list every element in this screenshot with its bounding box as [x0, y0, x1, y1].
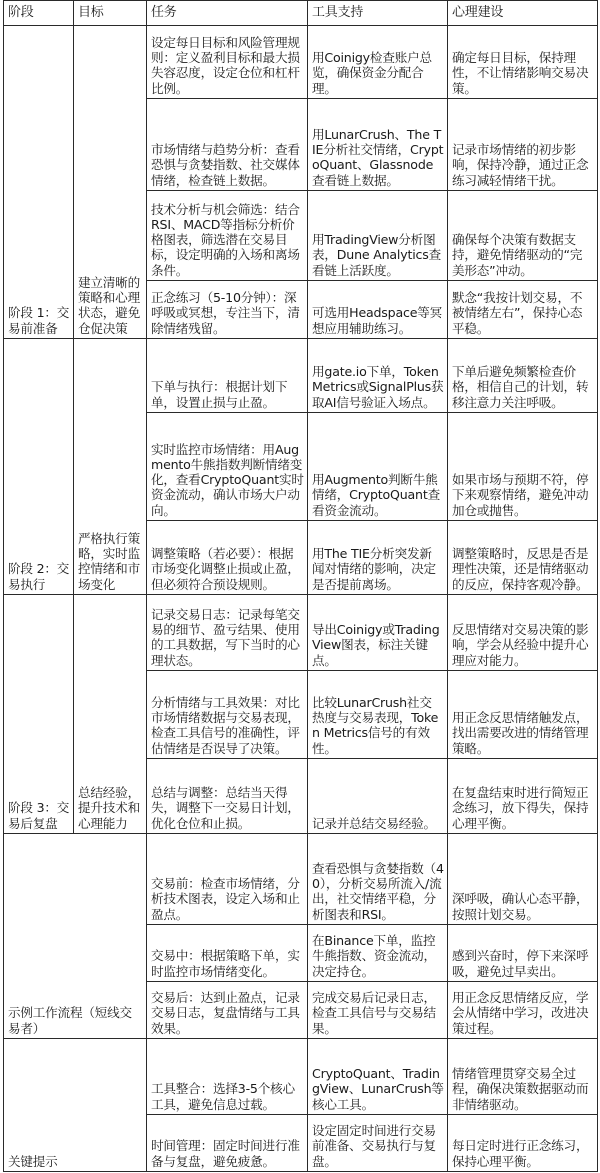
- mind-cell: 深呼吸，确认心态平静，按照计划交易。: [448, 834, 598, 925]
- stage-3-label: 阶段 3：交易后复盘: [4, 595, 74, 834]
- tools-cell: 查看恐惧与贪婪指数（40），分析交易所流入/流出，社交情绪平稳，分析图表和RSI。: [308, 834, 448, 925]
- header-mind: 心理建设: [448, 1, 598, 26]
- tools-cell: CryptoQuant、TradingView、LunarCrush等核心工具。: [308, 1039, 448, 1115]
- task-cell: 记录交易日志：记录每笔交易的细节、盈亏结果、使用的工具数据，写下当时的心理状态。: [147, 595, 308, 671]
- stage-2-goal: 严格执行策略，实时监控情绪和市场变化: [74, 339, 147, 595]
- tools-cell: 记录并总结交易经验。: [308, 759, 448, 834]
- tools-cell: 可选用Headspace等冥想应用辅助练习。: [308, 281, 448, 339]
- mind-cell: 反思情绪对交易决策的影响，学会从经验中提升心理应对能力。: [448, 595, 598, 671]
- tips-label: 关键提示: [4, 1039, 147, 1172]
- header-stage: 阶段: [4, 1, 74, 26]
- header-goal: 目标: [74, 1, 147, 26]
- task-cell: 实时监控市场情绪：用Augmento牛熊指数判断情绪变化，查看CryptoQuant实时资金流动，确认市场大户动向。: [147, 413, 308, 521]
- tools-cell: 用TradingView分析图表，Dune Analytics查看链上活跃度。: [308, 191, 448, 281]
- stage-2-label: 阶段 2：交易执行: [4, 339, 74, 595]
- mind-cell: 感到兴奋时，停下来深呼吸，避免过早卖出。: [448, 925, 598, 982]
- mind-cell: 如果市场与预期不符，停下来观察情绪，避免冲动加仓或抛售。: [448, 413, 598, 521]
- task-cell: 设定每日目标和风险管理规则：定义盈利目标和最大损失容忍度，设定仓位和杠杆比例。: [147, 26, 308, 99]
- table-row: [4, 595, 598, 671]
- table-row: [4, 1039, 598, 1115]
- table-row: [4, 339, 598, 413]
- mind-cell: 下单后避免频繁检查价格，相信自己的计划，转移注意力关注呼吸。: [448, 339, 598, 413]
- tools-cell: 用gate.io下单，Token Metrics或SignalPlus获取AI信号验证入场点。: [308, 339, 448, 413]
- mind-cell: 情绪管理贯穿交易全过程，确保决策数据驱动而非情绪驱动。: [448, 1039, 598, 1115]
- task-cell: 分析情绪与工具效果：对比市场情绪数据与交易表现，检查工具信号的准确性，评估情绪是否误导了决策。: [147, 671, 308, 759]
- stage-3-goal: 总结经验，提升技术和心理能力: [74, 595, 147, 834]
- tools-cell: 用Augmento判断牛熊情绪，CryptoQuant查看资金流动。: [308, 413, 448, 521]
- header-row: [4, 1, 598, 26]
- trading-plan-table: [3, 0, 598, 1172]
- tools-cell: 用The TIE分析突发新闻对情绪的影响，决定是否提前离场。: [308, 521, 448, 595]
- mind-cell: 记录市场情绪的初步影响，保持冷静，通过正念练习减轻情绪干扰。: [448, 99, 598, 191]
- task-cell: 技术分析与机会筛选：结合RSI、MACD等指标分析价格图表，筛选潜在交易目标，设定明确的入场和离场条件。: [147, 191, 308, 281]
- table-row: [4, 26, 598, 99]
- task-cell: 交易中：根据策略下单，实时监控市场情绪变化。: [147, 925, 308, 982]
- stage-1-label: 阶段 1：交易前准备: [4, 26, 74, 339]
- tools-cell: 导出Coinigy或TradingView图表，标注关键点。: [308, 595, 448, 671]
- task-cell: 总结与调整：总结当天得失，调整下一交易日计划，优化仓位和止损。: [147, 759, 308, 834]
- tools-cell: 在Binance下单，监控牛熊指数、资金流动，决定持仓。: [308, 925, 448, 982]
- tools-cell: 用Coinigy检查账户总览，确保资金分配合理。: [308, 26, 448, 99]
- workflow-label: 示例工作流程（短线交易者）: [4, 834, 147, 1039]
- header-task: 任务: [147, 1, 308, 26]
- mind-cell: 确保每个决策有数据支持，避免情绪驱动的“完美形态”冲动。: [448, 191, 598, 281]
- stage-1-goal: 建立清晰的策略和心理状态，避免仓促决策: [74, 26, 147, 339]
- mind-cell: 每日定时进行正念练习，保持心理平衡。: [448, 1115, 598, 1172]
- tools-cell: 用LunarCrush、The TIE分析社交情绪，CryptoQuant、Glassnode查看链上数据。: [308, 99, 448, 191]
- mind-cell: 调整策略时，反思是否是理性决策，还是情绪驱动的反应，保持客观冷静。: [448, 521, 598, 595]
- task-cell: 工具整合：选择3-5个核心工具，避免信息过载。: [147, 1039, 308, 1115]
- task-cell: 时间管理：固定时间进行准备与复盘，避免疲惫。: [147, 1115, 308, 1172]
- task-cell: 下单与执行：根据计划下单，设置止损与止盈。: [147, 339, 308, 413]
- task-cell: 交易前：检查市场情绪，分析技术图表，设定入场和止盈点。: [147, 834, 308, 925]
- mind-cell: 确定每日目标，保持理性，不让情绪影响交易决策。: [448, 26, 598, 99]
- mind-cell: 默念“我按计划交易，不被情绪左右”，保持心态平稳。: [448, 281, 598, 339]
- header-tools: 工具支持: [308, 1, 448, 26]
- task-cell: 市场情绪与趋势分析：查看恐惧与贪婪指数、社交媒体情绪，检查链上数据。: [147, 99, 308, 191]
- tools-cell: 完成交易后记录日志，检查工具信号与交易结果。: [308, 982, 448, 1039]
- mind-cell: 用正念反思情绪反应，学会从情绪中学习，改进决策过程。: [448, 982, 598, 1039]
- table-row: [4, 834, 598, 925]
- task-cell: 调整策略（若必要）：根据市场变化调整止损或止盈，但必须符合预设规则。: [147, 521, 308, 595]
- tools-cell: 比较LunarCrush社交热度与交易表现，Token Metrics信号的有效性。: [308, 671, 448, 759]
- tools-cell: 设定固定时间进行交易前准备、交易执行与复盘。: [308, 1115, 448, 1172]
- mind-cell: 在复盘结束时进行简短正念练习，放下得失，保持心理平衡。: [448, 759, 598, 834]
- mind-cell: 用正念反思情绪触发点，找出需要改进的情绪管理策略。: [448, 671, 598, 759]
- task-cell: 交易后：达到止盈点，记录交易日志，复盘情绪与工具效果。: [147, 982, 308, 1039]
- task-cell: 正念练习（5-10分钟）：深呼吸或冥想，专注当下，清除情绪残留。: [147, 281, 308, 339]
